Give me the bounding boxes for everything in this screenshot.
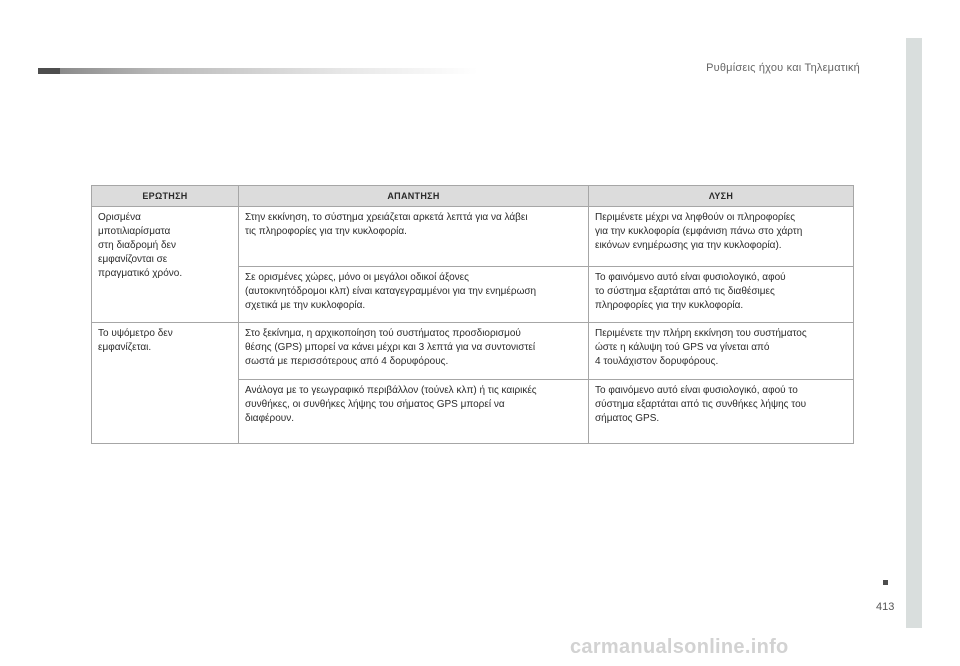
question-cell (92, 207, 239, 323)
answer-text: Στο ξεκίνημα, η αρχικοποίηση τού συστήματος προσδιορισμού θέσης (GPS) μπορεί να κάνει μέχρι και 3 λεπτά για να συντονιστεί σωστά με περισσότερους από 4 δορυφόρους. (245, 328, 536, 367)
header-decorative-bar (38, 68, 478, 74)
answer-cell (239, 380, 589, 444)
solution-cell (589, 207, 854, 267)
question-cell (92, 323, 239, 444)
question-text: Ορισμένα μποτιλιαρίσματα στη διαδρομή δεν εμφανίζονται σε πραγματικό χρόνο. (98, 212, 183, 279)
solution-cell (589, 323, 854, 380)
header-question: ΕΡΩΤΗΣΗ (92, 186, 239, 207)
answer-cell (239, 267, 589, 323)
header-solution: ΛΥΣΗ (589, 186, 854, 207)
chapter-title: Ρυθμίσεις ήχου και Τηλεματική (706, 62, 860, 74)
solution-cell (589, 267, 854, 323)
question-text: Το υψόμετρο δεν εμφανίζεται. (98, 328, 173, 353)
answer-text: Ανάλογα με το γεωγραφικό περιβάλλον (τούνελ κλπ) ή τις καιρικές συνθήκες, οι συνθήκες λήψης του σήματος GPS μπορεί να διαφέρουν. (245, 385, 537, 424)
table-row (92, 207, 854, 267)
solution-text: Το φαινόμενο αυτό είναι φυσιολογικό, αφού το σύστημα εξαρτάται από τις διαθέσιμες πληροφορίες για την κυκλοφορία. (595, 272, 786, 311)
side-tab-strip (906, 38, 922, 628)
page-marker-square (883, 580, 888, 585)
header-answer: ΑΠΑΝΤΗΣΗ (239, 186, 589, 207)
answer-text: Στην εκκίνηση, το σύστημα χρειάζεται αρκετά λεπτά για να λάβει τις πληροφορίες για την κυκλοφορία. (245, 212, 528, 237)
solution-text: Περιμένετε μέχρι να ληφθούν οι πληροφορίες για την κυκλοφορία (εμφάνιση πάνω στο χάρτη εικόνων ενημέρωσης για την κυκλοφορία). (595, 212, 803, 251)
table-header-row (92, 186, 854, 207)
page-number: 413 (876, 601, 895, 613)
table-row (92, 323, 854, 380)
solution-text: Το φαινόμενο αυτό είναι φυσιολογικό, αφού το σύστημα εξαρτάται από τις συνθήκες λήψης του σήματος GPS. (595, 385, 807, 424)
solution-text: Περιμένετε την πλήρη εκκίνηση του συστήματος ώστε η κάλυψη τού GPS να γίνεται από 4 τουλάχιστον δορυφόρους. (595, 328, 807, 367)
answer-cell (239, 323, 589, 380)
faq-table (91, 185, 854, 444)
answer-text: Σε ορισμένες χώρες, μόνο οι μεγάλοι οδικοί άξονες (αυτοκινητόδρομοι κλπ) είναι καταγεγραμμένοι για την ενημέρωση σχετικά με την κυκλοφορία. (245, 272, 537, 311)
solution-cell (589, 380, 854, 444)
answer-cell (239, 207, 589, 267)
watermark-text: carmanualsonline.info (570, 636, 789, 658)
